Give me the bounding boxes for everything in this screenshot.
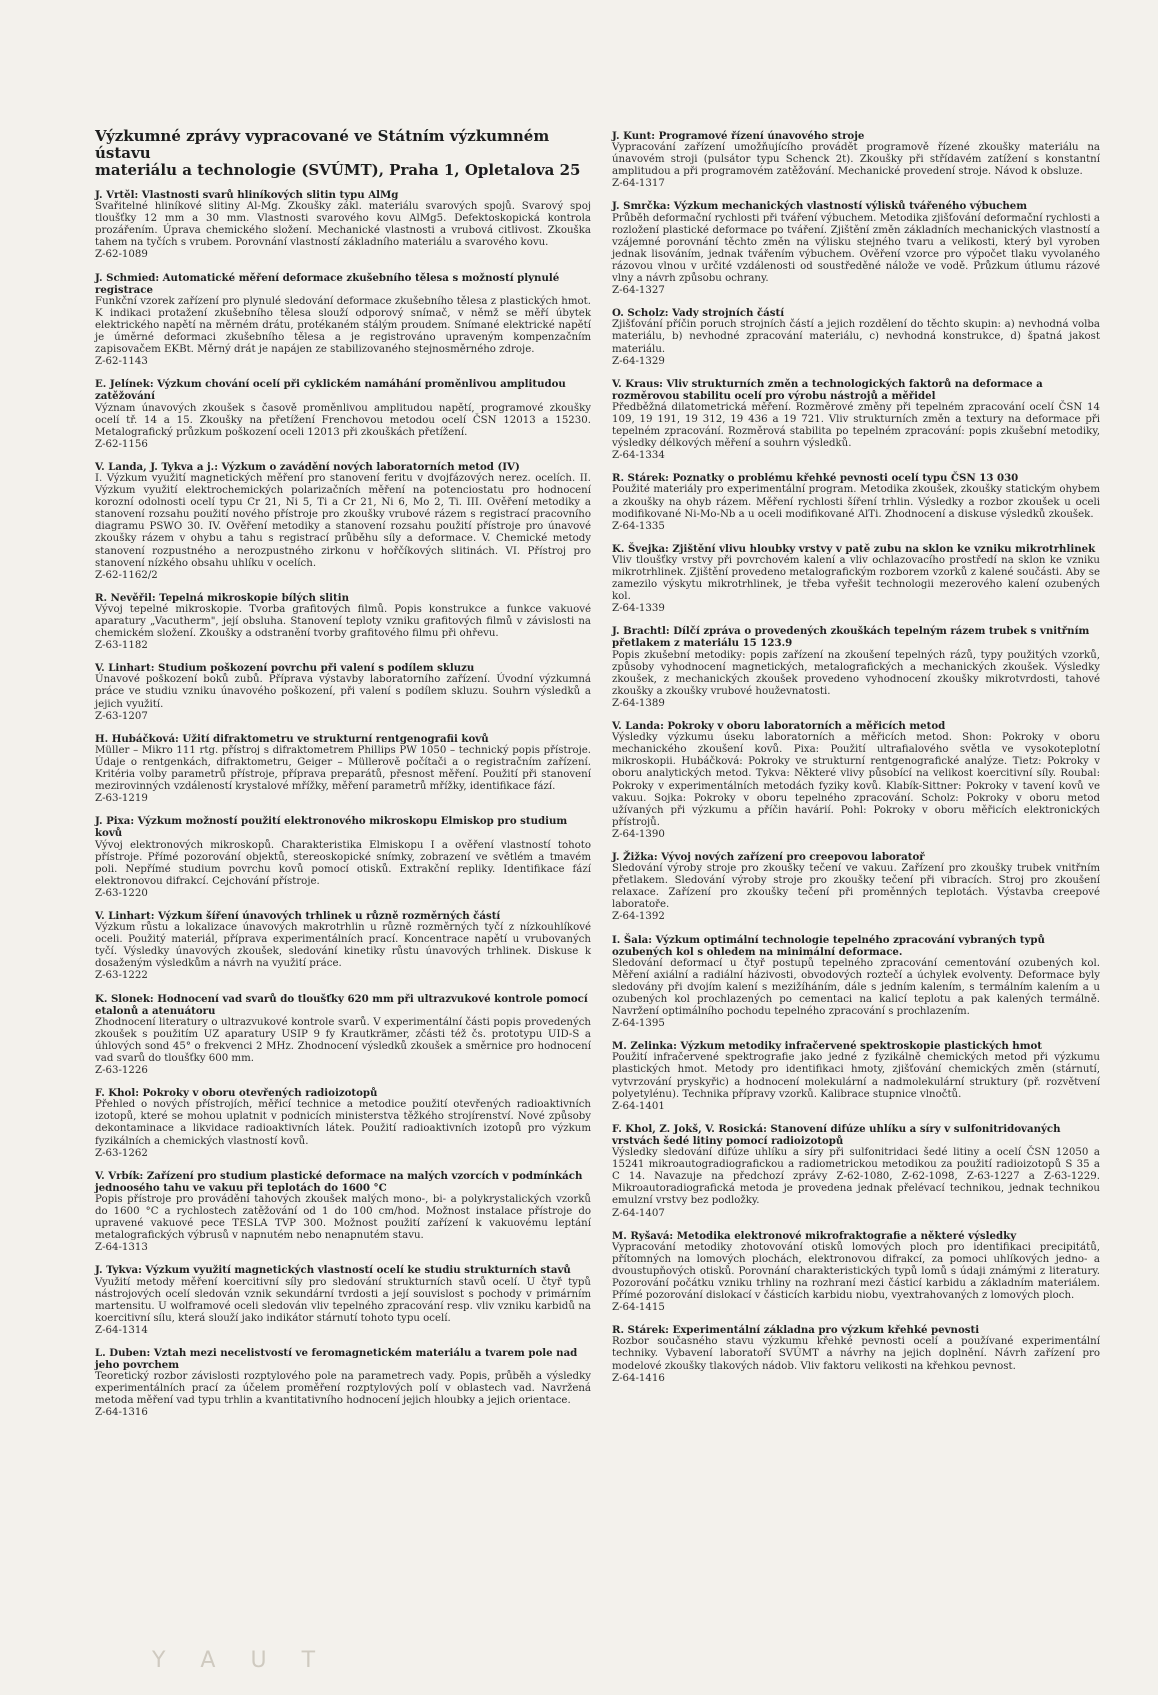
entry-title: K. Slonek: Hodnocení vad svarů do tloušťky 620 mm při ultrazvukové kontrole pomocí etalonů a atenuátoru	[95, 992, 588, 1017]
report-entry	[95, 1347, 591, 1420]
entry-title: M. Zelinka: Výzkum metodiky infračervené spektroskopie plastických hmot	[612, 1040, 1042, 1053]
report-entry	[612, 200, 1100, 297]
entry-abstract: I. Výzkum využití magnetických měření pro stanovení feritu v dvojfázových nerez. ocelích. II. Výzkum využití elektrochemických polarizačních měření na potenciostatu pro hodnocení korozní odolnosti ocelí typu Cr 21, Ni 5, Ti a Cr 21, Ni 6, Mo 2, Ti. III. Ověření metodiky a stanovení rozsahu použití nového přístroje pro zkoušky vrubové rázem s registrací pracovního diagramu PSWO 30. IV. Ověření metodiky a stanovení rozsahu použití přístroje pro únavové zkoušky rázem v ohybu a tahu s registrací průběhu síly a deformace. V. Chemické metody stanovení rozpustného a nerozpustného zirkonu v hořčíkových slitinách. VI. Přístroj pro stanovení nízkého obsahu uhlíku v ocelích.	[95, 472, 591, 569]
report-code: Z-64-1317	[612, 178, 665, 190]
entry-abstract: Müller – Mikro 111 rtg. přístroj s difraktometrem Phillips PW 1050 – technický popis přístroje. Údaje o rentgenkách, difraktometru, Geiger – Müllerově počítači a o registračním zařízení. Kritéria volby parametrů přístroje, příprava preparátů, přesnost měření. Použití při stanovení mezirovinných vzdáleností krystalové mřížky, měření parametrů mřížky, identifikace fází.	[95, 744, 591, 793]
entry-title: V. Landa, J. Tykva a j.: Výzkum o zavádění nových laboratorních metod (IV)	[95, 460, 520, 473]
entry-abstract: Využití metody měření koercitivní síly pro sledování strukturních stavů ocelí. U čtyř typů nástrojových ocelí sledován vznik sekundární tvrdosti a její souvislost s pochody v primárním martensitu. U wolframové oceli sledován vliv tepelného zpracování resp. vliv vzniku karbidů na koercitivní sílu, která slouží jako indikátor stárnutí tohoto typu ocelí.	[95, 1276, 591, 1324]
report-entry	[612, 1123, 1100, 1220]
report-code: Z-62-1162/2	[95, 569, 158, 581]
entry-title: J. Pixa: Výzkum možností použití elektronového mikroskopu Elmiskop pro studium kovů	[95, 815, 568, 840]
report-entry	[612, 307, 1100, 367]
entry-title: V. Linhart: Studium poškození povrchu při valení s podílem skluzu	[95, 662, 475, 675]
entry-abstract: Přehled o nových přístrojích, měřicí technice a metodice použití otevřených radioaktivních izotopů, které se mohou uplatnit v podnicích ministerstva těžkého strojírenství. Nové způsoby dekontaminace a likvidace radioaktivních látek. Použití radioaktivních izotopů pro výzkum fyzikálních a chemických vlastností kovů.	[95, 1099, 591, 1147]
entry-title: J. Smrčka: Výzkum mechanických vlastností výlisků tvářeného výbuchem	[612, 200, 1028, 213]
report-code: Z-62-1143	[95, 356, 148, 368]
entry-abstract: Výzkum růstu a lokalizace únavových makrotrhlin u různě rozměrných tyčí z nízkouhlíkové oceli. Použitý materiál, příprava experimentálních prací. Koncentrace napětí u vrubovaných tyčí. Výsledky únavových zkoušek, sledování kinetiky růstu únavových trhlinek. Diskuse k dosaženým výsledkům a návrh na využití práce.	[95, 922, 591, 970]
report-entry	[95, 1087, 591, 1160]
entry-abstract: Únavové poškození boků zubů. Příprava výstavby laboratorního zařízení. Úvodní výzkumná práce ve studiu vzniku únavového poškození, při valení s podílem skluzu. Souhrn výsledků a jejich využití.	[95, 674, 591, 710]
left-entry-list	[95, 189, 591, 1420]
right-entry-list	[612, 130, 1100, 1385]
entry-title: R. Nevěřil: Tepelná mikroskopie bílých slitin	[95, 591, 349, 604]
entry-abstract: Funkční vzorek zařízení pro plynulé sledování deformace zkušebního tělesa z plastických hmot. K indikaci protažení zkušebního tělesa slouží odporový snímač, v němž se měří úbytek elektrického napětí na měrném drátu, protékaném stálým proudem. Snímané elektrické napětí je úměrné deformaci zkušebního tělesa a je registrováno upraveným kompenzačním zapisovačem EKBt. Měrný drát je napájen ze stabilizovaného stejnosměrného zdroje.	[95, 295, 591, 356]
report-code: Z-64-1334	[612, 450, 665, 462]
entry-title: J. Kunt: Programové řízení únavového stroje	[612, 130, 865, 142]
entry-title: J. Brachtl: Dílčí zpráva o provedených zkouškách tepelným rázem trubek s vnitřním přetlakem z materiálu 15 123.9	[612, 625, 1090, 650]
entry-title: I. Šala: Výzkum optimální technologie tepelného zpracování vybraných typů ozubených kol s ohledem na minimální deformace.	[612, 933, 1045, 958]
report-entry	[95, 461, 591, 582]
report-code: Z-64-1415	[612, 1302, 665, 1314]
report-entry	[95, 272, 591, 369]
entry-abstract: Sledování výroby stroje pro zkoušky tečení ve vakuu. Zařízení pro zkoušky trubek vnitřním přetlakem. Sledování výroby stroje pro zkoušky tečení při vibracích. Stroj pro zkoušení relaxace. Zařízení pro zkoušky tečení při proměnných teplotách. Výstavba creepové laboratoře.	[612, 863, 1100, 911]
report-code: Z-64-1416	[612, 1372, 665, 1384]
entry-abstract: Význam únavových zkoušek s časově proměnlivou amplitudou napětí, programové zkoušky ocelí tř. 14 a 15. Zkoušky na přetížení Frenchovou metodou ocelí ČSN 12013 a 15230. Metalografický průzkum poškození oceli 12013 při zkouškách přetížení.	[95, 402, 591, 438]
entry-title: J. Vrtěl: Vlastnosti svarů hliníkových slitin typu AlMg	[95, 189, 399, 201]
entry-abstract: Vývoj tepelné mikroskopie. Tvorba grafitových filmů. Popis konstrukce a funkce vakuové aparatury „Vacutherm", její obsluha. Stanovení teploty vzniku grafitových filmů v závislosti na chemickém složení. Zkoušky a odstranění tvorby grafitového filmu při ohřevu.	[95, 603, 591, 640]
report-code: Z-62-1089	[95, 249, 148, 261]
entry-title: L. Duben: Vztah mezi necelistvostí ve feromagnetickém materiálu a tvarem pole nad jeho povrchem	[95, 1346, 578, 1372]
entry-abstract: Vývoj elektronových mikroskopů. Charakteristika Elmiskopu I a ověření vlastností tohoto přístroje. Přímé pozorování objektů, stereoskopické snímky, zobrazení ve světlém a tmavém poli. Nepřímé studium povrchu kovů pomocí otisků. Extrakční repliky. Identifikace fází elektronovou difrakcí. Cejchování přístroje.	[95, 839, 591, 887]
entry-abstract: Předběžná dilatometrická měření. Rozměrové změny při tepelném zpracování ocelí ČSN 14 109, 19 191, 19 312, 19 436 a 19 721. Vliv strukturních změn a textury na deformace při tepelném zpracování. Rozměrová stabilita po tepelném zpracování: popis zkušební metodiky, výsledky délkových měření a souhrn výsledků.	[612, 401, 1100, 450]
entry-title: J. Tykva: Výzkum využití magnetických vlastností ocelí ke studiu strukturních stavů	[95, 1264, 571, 1277]
entry-abstract: Průběh deformační rychlosti při tváření výbuchem. Metodika zjišťování deformační rychlosti a rozložení plastické deformace po tváření. Zjištění změn základních mechanických vlastností a vzájemné porovnání těchto změn na výlisku stejného tvaru a velikosti, který byl vyroben jednak lisováním, jednak tvářením výbuchem. Ověření vzorce pro výpočet tlaku vyvolaného rázovou vlnou v určité vzdálenosti od soustředěné nálože ve vodě. Průzkum útlumu rázové vlny a návrh způsobu ochrany.	[612, 212, 1100, 285]
report-entry	[95, 1170, 591, 1255]
entry-abstract: Rozbor současného stavu výzkumu křehké pevnosti ocelí a používané experimentální techniky. Vybavení laboratoří SVÚMT a návrhy na jejich doplnění. Návrh zařízení pro modelové zkoušky tlakových nádob. Vliv faktoru velikosti na křehkou pevnost.	[612, 1336, 1100, 1372]
report-code: Z-64-1339	[612, 603, 665, 615]
entry-title: M. Ryšavá: Metodika elektronové mikrofraktografie a některé výsledky	[612, 1229, 1017, 1242]
entry-abstract: Popis přístroje pro provádění tahových zkoušek malých mono-, bi- a polykrystalických vzorků do 1600 °C a rychlostech zatěžování od 1 do 100 cm/hod. Možnost instalace přístroje do upravené vakuové pece TESLA TVP 300. Možnost použití zařízení k vakuovému leptání metalografických výbrusů v napnutém nebo nenapnutém stavu.	[95, 1193, 591, 1242]
bottom-bleed-mark: Y A U T	[152, 1648, 330, 1673]
entry-abstract: Vypracování zařízení umožňujícího provádět programově řízené zkoušky materiálu na únavovém stroji (pulsátor typu Schenck 2t). Zkoušky při střídavém zatížení s konstantní amplitudou a při programovém zatěžování. Mechanické provedení stroje. Návod k obsluze.	[612, 142, 1100, 178]
report-code: Z-63-1220	[95, 887, 148, 899]
entry-abstract: Vliv tloušťky vrstvy při povrchovém kalení a vliv ochlazovacího prostředí na sklon ke vzniku mikrotrhlinek. Zjištění provedeno metalografickým rozborem vzorků z kalené součásti. Aby se zamezilo výskytu mikrotrhlinek, je třeba vyřešit technologii mezerového kalení ozubených kol.	[612, 554, 1100, 603]
report-code: Z-64-1329	[612, 355, 665, 367]
report-code: Z-64-1392	[612, 911, 665, 923]
report-code: Z-64-1407	[612, 1207, 665, 1219]
report-entry	[95, 733, 591, 806]
entry-abstract: Výsledky sledování difúze uhlíku a síry při sulfonitridaci šedé litiny a ocelí ČSN 12050 a 15241 mikroautogradiografickou a radiometrickou metodikou za použití radioizotopů S 35 a C 14. Navazuje na předchozí zprávy Z-62-1080, Z-62-1098, Z-63-1227 a Z-63-1229. Mikroautoradiografická metoda je provedena jednak přelévací technikou, jednak technikou emulzní vrstvy bez podložky.	[612, 1147, 1100, 1207]
report-entry	[612, 851, 1100, 924]
report-code: Z-64-1401	[612, 1100, 665, 1112]
report-code: Z-64-1390	[612, 828, 665, 840]
report-entry	[95, 993, 591, 1078]
report-entry	[612, 1230, 1100, 1315]
entry-title: F. Khol: Pokroky v oboru otevřených radioizotopů	[95, 1087, 378, 1100]
report-entry	[95, 378, 591, 451]
report-code: Z-64-1327	[612, 285, 665, 297]
report-entry	[95, 910, 591, 983]
entry-title: R. Stárek: Experimentální základna pro výzkum křehké pevnosti	[612, 1324, 980, 1337]
report-code: Z-63-1226	[95, 1065, 148, 1077]
report-code: Z-64-1316	[95, 1407, 148, 1419]
report-entry	[612, 543, 1100, 616]
page-heading	[95, 128, 591, 179]
entry-abstract: Použití infračervené spektrografie jako jedné z fyzikálně chemických metod při výzkumu plastických hmot. Metody pro identifikaci hmoty, zjišťování chemických změn (stárnutí, vytvrzování pryskyřic) a hodnocení molekulární a nadmolekulární struktury (př. rozvětvení polyetylénu). Technika přípravy vzorků. Kalibrace stupnice vlnočtů.	[612, 1052, 1100, 1100]
left-column	[95, 128, 591, 1430]
entry-abstract: Sledování deformací u čtyř postupů tepelného zpracování cementování ozubených kol. Měření axiální a radiální házivosti, obvodových roztečí a úchylek evolventy. Deformace byly sledovány při dvojím kalení s mezižíháním, dále s jedním kalením, s termálním kalením a u ozubených kol prochlazených po cementaci na kalicí teplotu a pak kalených termálně. Navržení optimálního pochodu tepelného zpracování s prochlazením.	[612, 957, 1100, 1018]
report-code: Z-63-1182	[95, 640, 148, 652]
report-code: Z-63-1219	[95, 793, 148, 805]
report-entry	[95, 662, 591, 722]
entry-abstract: Použité materiály pro experimentální program. Metodika zkoušek, zkoušky statickým ohybem a zkoušky na ohyb rázem. Měření rychlosti šíření trhlin. Výsledky a rozbor zkoušek u oceli modifikované Ni-Mo-Nb a u oceli modifikované AlTi. Zhodnocení a diskuse výsledků zkoušek.	[612, 484, 1100, 520]
report-entry	[95, 815, 591, 900]
entry-title: K. Švejka: Zjištění vlivu hloubky vrstvy v patě zubu na sklon ke vzniku mikrotrhlinek	[612, 542, 1096, 555]
heading-line-2: materiálu a technologie (SVÚMT), Praha 1, Opletalova 25	[95, 161, 581, 179]
report-code: Z-64-1313	[95, 1242, 148, 1254]
report-entry	[612, 1040, 1100, 1113]
entry-abstract: Výsledky výzkumu úseku laboratorních a měřicích metod. Shon: Pokroky v oboru mechanického zkoušení kovů. Pixa: Použití ultrafialového světla ve vysokoteplotní mikroskopii. Hubáčková: Pokroky ve strukturní rentgenografické analýze. Tietz: Pokroky v oboru analytických metod. Tykva: Některé vlivy působící na velikost koercitivní síly. Roubal: Pokroky v experimentálních metodách fyziky kovů. Klabík-Sittner: Pokroky v tavení kovů ve vakuu. Sojka: Pokroky v oboru tepelného zpracování. Scholz: Pokroky v oboru metod užívaných při výzkumu a příčin havárií. Pohl: Pokroky v oboru měřicích elektronických přístrojů.	[612, 732, 1100, 828]
entry-title: J. Schmied: Automatické měření deformace zkušebního tělesa s možností plynulé registrace	[95, 271, 560, 296]
report-code: Z-64-1335	[612, 520, 665, 532]
entry-title: V. Linhart: Výzkum šíření únavových trhlinek u různě rozměrných částí	[95, 909, 501, 922]
entry-title: J. Žižka: Vývoj nových zařízení pro creepovou laboratoř	[612, 850, 925, 863]
report-code: Z-63-1222	[95, 970, 148, 982]
report-code: Z-64-1314	[95, 1324, 148, 1336]
report-entry	[612, 378, 1100, 463]
entry-title: F. Khol, Z. Jokš, V. Rosická: Stanovení difúze uhlíku a síry v sulfonitridovaných vrstvách šedé litiny pomocí radioizotopů	[612, 1122, 1061, 1147]
report-entry	[612, 934, 1100, 1031]
entry-title: V. Kraus: Vliv strukturních změn a technologických faktorů na deformace a rozměrovou stabilitu ocelí pro výrobu nástrojů a měřidel	[612, 377, 1043, 402]
report-entry	[612, 1324, 1100, 1384]
entry-abstract: Teoretický rozbor závislosti rozptylového pole na parametrech vady. Popis, průběh a výsledky experimentálních prací za účelem proměření rozptylových polí v oblastech vad. Navržená metoda měření vad typu trhlin a kvantitativního hodnocení jejich hloubky a jejich orientace.	[95, 1371, 591, 1407]
entry-title: R. Stárek: Poznatky o problému křehké pevnosti ocelí typu ČSN 13 030	[612, 472, 1019, 485]
report-entry	[95, 1264, 591, 1337]
entry-abstract: Popis zkušební metodiky: popis zařízení na zkoušení tepelných rázů, typy použitých vzorků, způsoby vyhodnocení magnetických, metalografických a mechanických zkoušek. Výsledky zkoušek, z mechanických zkoušek provedeno vyhodnocení zkoušky mikrotvrdosti, tahové zkoušky a zkoušky vrubové houževnatosti.	[612, 649, 1100, 697]
report-code: Z-63-1262	[95, 1147, 148, 1159]
report-code: Z-64-1395	[612, 1018, 665, 1030]
report-entry	[95, 592, 591, 652]
report-entry	[612, 625, 1100, 710]
heading-line-1: Výzkumné zprávy vypracované ve Státním výzkumném ústavu	[95, 127, 550, 162]
entry-title: V. Landa: Pokroky v oboru laboratorních a měřicích metod	[612, 720, 946, 733]
entry-abstract: Svařitelné hliníkové slitiny Al-Mg. Zkoušky zákl. materiálu svarových spojů. Svarový spoj tloušťky 12 mm a 30 mm. Vlastnosti svarového kovu AlMg5. Defektoskopická kontrola prozářením. Úprava chemického složení. Mechanické vlastnosti a vrubová citlivost. Zkouška tahem na tyčích s vrubem. Porovnání vlastností základního materiálu a svarového kovu.	[95, 201, 591, 249]
entry-abstract: Zhodnocení literatury o ultrazvukové kontrole svarů. V experimentální části popis provedených zkoušek s použitím UZ aparatury USIP 9 fy Krautkrämer, zčásti též čs. prototypu UID-S a úhlových sond 45° o frekvenci 2 MHz. Zhodnocení výsledků zkoušek a směrnice pro hodnocení vad svarů do tloušťky 600 mm.	[95, 1016, 591, 1064]
entry-abstract: Zjišťování příčin poruch strojních částí a jejich rozdělení do těchto skupin: a) nevhodná volba materiálu, b) nevhodné zpracování materiálu, c) nevhodná konstrukce, d) špatná jakost materiálu.	[612, 319, 1100, 355]
report-entry	[612, 472, 1100, 532]
entry-title: O. Scholz: Vady strojních částí	[612, 307, 785, 320]
entry-title: E. Jelínek: Výzkum chování ocelí při cyklickém namáhání proměnlivou amplitudou zatěžování	[95, 378, 566, 403]
entry-title: H. Hubáčková: Užití difraktometru ve strukturní rentgenografii kovů	[95, 732, 489, 745]
report-code: Z-63-1207	[95, 710, 148, 722]
report-entry	[612, 720, 1100, 841]
report-code: Z-62-1156	[95, 438, 148, 450]
report-code: Z-64-1389	[612, 697, 665, 709]
report-entry	[95, 189, 591, 262]
right-column	[612, 130, 1100, 1395]
entry-title: V. Vrbík: Zařízení pro studium plastické deformace na malých vzorcích v podmínkách jednoosého tahu ve vakuu při teplotách do 1600 °C	[95, 1169, 583, 1194]
report-entry	[612, 130, 1100, 190]
entry-abstract: Vypracování metodiky zhotovování otisků lomových ploch pro identifikaci precipitátů, přítomných na lomových plochách, elektronovou difrakcí, za pomoci uhlíkových jedno- a dvoustupňových otisků. Porovnání charakteristických typů lomů s údaji známými z literatury. Pozorování počátku vzniku trhliny na rozhraní mezi částicí karbidu a základním materiálem. Přímé pozorování dislokací v částicích karbidu niobu, vyextrahovaných z lomových ploch.	[612, 1241, 1100, 1302]
